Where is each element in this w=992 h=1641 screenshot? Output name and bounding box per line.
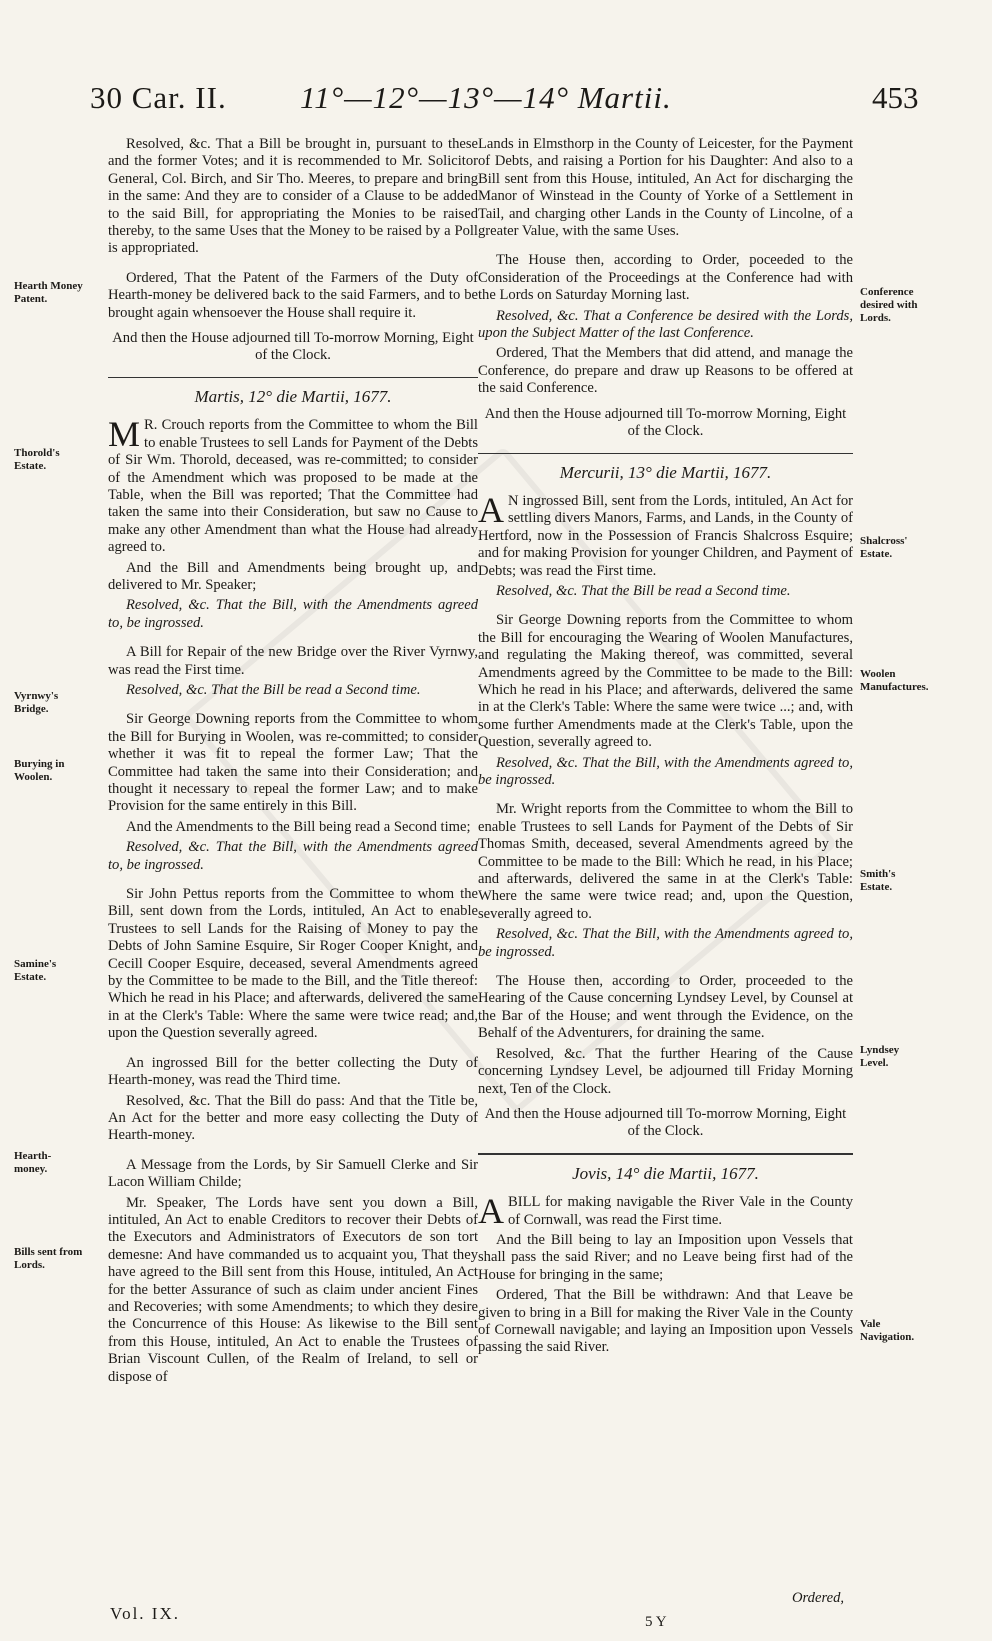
adjournment: And then the House adjourned till To-morrow Morning, Eight of the Clock. bbox=[484, 1105, 847, 1140]
catchword: Ordered, bbox=[792, 1590, 845, 1606]
margin-note-smith: Smith's Estate. bbox=[860, 868, 896, 893]
adjournment: And then the House adjourned till To-morrow Morning, Eight of the Clock. bbox=[484, 405, 847, 440]
right-column bbox=[478, 136, 853, 1360]
left-paragraph: And the Bill and Amendments being brought up, and delivered to Mr. Speaker; bbox=[108, 559, 478, 593]
paragraph-text: N ingrossed Bill, sent from the Lords, intituled, An Act for settling divers Manors, Farms, and Lands, in the County of Hertford, now in the Possession of Francis Shalcross Esquire; and for making Provision for younger Children, and Payment of Debts; was read the First time. bbox=[478, 492, 853, 579]
page-number: 453 bbox=[872, 80, 919, 115]
margin-note-woolen: Woolen Manufactures. bbox=[860, 668, 929, 693]
left-paragraph: Resolved, &c. That the Bill be read a Second time. bbox=[126, 681, 421, 698]
header-dates: 11°—12°—13°—14° Martii. bbox=[300, 80, 672, 115]
right-paragraph: The House then, according to Order, poceeded to the Consideration of the Proceedings at the Conference had with the Lords on Saturday Morning last. bbox=[478, 252, 853, 304]
section-rule bbox=[478, 1153, 853, 1155]
right-paragraph: Resolved, &c. That the Bill, with the Amendments agreed to, be ingrossed. bbox=[478, 926, 853, 960]
margin-note-hearth-money: Hearth-money. bbox=[14, 1150, 52, 1175]
right-paragraph: Resolved, &c. That the Bill, with the Amendments agreed to, be ingrossed. bbox=[478, 754, 853, 788]
left-paragraph: Ordered, That the Patent of the Farmers of the Duty of Hearth-money be delivered back to the said Farmers, and to be brought again whensoever the House shall require it. bbox=[108, 269, 478, 321]
paragraph-text: R. Crouch reports from the Committee to whom the Bill to enable Trustees to sell Lands for Payment of the Debts of Sir Wm. Thorold, deceased, was re-committed; to consider of the Amendment which was proposed to be made at the Table, when the Bill was reported; That the Committee had taken the same into their Consideration, but saw no Cause to make any other Amendment than what the House had already agreed to. bbox=[108, 417, 478, 556]
margin-note-burying: Burying in Woolen. bbox=[14, 758, 65, 783]
right-paragraph: Ordered, That the Members that did attend, and manage the Conference, do prepare and draw up Reasons to be offered at the said Conference. bbox=[478, 345, 853, 397]
left-paragraph: Sir George Downing reports from the Committee to whom the Bill for Burying in Woolen, was re-committed; to consider whether it was fit to repeal the former Law; That the Committee had taken the same into their Consideration; and thought it necessary to repeal the former Law; and to make Provision for the same entirely in this Bill. bbox=[108, 711, 478, 815]
right-paragraph: Sir George Downing reports from the Committee to whom the Bill for encouraging the Wearing of Woolen Manufactures, and regulating the Making thereof, was committed, several Amendments agreed by the Committee to be made to the Bill: Which he read in his Place; and afterwards, delivered the same in at the Clerk's Table: Where the same were twice ...; and, with some further Amendments made at the Clerk's Table, upon the Question, severally agreed to. bbox=[478, 612, 853, 751]
left-paragraph: Resolved, &c. That the Bill do pass: And that the Title be, An Act for the better and more easy collecting the Duty of Hearth-money. bbox=[108, 1092, 478, 1144]
paragraph-text: BILL for making navigable the River Vale in the County of Cornwall, was read the First time. bbox=[508, 1194, 853, 1228]
signature-mark: 5 Y bbox=[645, 1614, 667, 1630]
page-header bbox=[90, 80, 950, 130]
right-paragraph: Resolved, &c. That a Conference be desired with the Lords, upon the Subject Matter of the last Conference. bbox=[478, 307, 853, 342]
margin-note-bills-sent: Bills sent from Lords. bbox=[14, 1246, 83, 1271]
right-paragraph: The House then, according to Order, proceeded to the Hearing of the Cause concerning Lyndsey Level, by Counsel at the Bar of the House; and went through the Evidence, on the Behalf of the Adventurers, for draining the same. bbox=[478, 973, 853, 1042]
left-paragraph: A Bill for Repair of the new Bridge over the River Vyrnwy, was read the First time. bbox=[108, 644, 478, 678]
margin-note-thorold: Thorold's Estate. bbox=[14, 447, 60, 472]
margin-note-hearth-patent: Hearth Money Patent. bbox=[14, 280, 83, 305]
drop-cap: A bbox=[478, 489, 504, 530]
left-paragraph: Resolved, &c. That a Bill be brought in, pursuant to these and the former Votes; and it is recommended to Mr. Solicitor General, Col. Birch, and Sir Tho. Meeres, to prepare and bring in the same: And they are to consider of a Clause to be added to the said Bill, for appropriating the Monies to be raised thereby, to the same Uses that the Money to be raised by a Poll is appropriated. bbox=[108, 136, 478, 257]
left-paragraph: Mr. Speaker, The Lords have sent you down a Bill, intituled, An Act to enable Creditors to recover their Debts of the Executors and Administrators of Executors de son tort demesne: And have commanded us to acquaint you, That they have agreed to the Bill sent from this House, intituled, An Act for the better Assurance of such as claim under ancient Fines and Recoveries; with some Amendments; to which they desire the Concurrence of this House: As likewise to the Bill sent from this House, intituled, An Act to enable the Trustees of Brian Viscount Cullen, of the Realm of Ireland, to sell or dispose of bbox=[108, 1194, 478, 1385]
margin-note-conference: Conference desired with Lords. bbox=[860, 286, 918, 324]
left-paragraph: An ingrossed Bill for the better collecting the Duty of Hearth-money, was read the Third time. bbox=[108, 1054, 478, 1089]
margin-note-shalcross: Shalcross' Estate. bbox=[860, 535, 908, 560]
right-paragraph: Mr. Wright reports from the Committee to whom the Bill to enable Trustees to sell Lands for Payment of the Debts of Sir Thomas Smith, deceased, several Amendments agreed by the Committee to be made to the Bill: Which he read, in his Place; and afterwards, delivered the same in at the Clerk's Table: Where the same were twice read; and, upon the Question, severally agreed to. bbox=[478, 801, 853, 922]
sitting-date: Mercurii, 13° die Martii, 1677. bbox=[559, 462, 772, 482]
left-paragraph: Sir John Pettus reports from the Committee to whom the Bill, sent down from the Lords, intituled, An Act to enable Trustees to sell Lands for the Raising of Money to pay the Debts of John Samine Esquire, Sir Roger Cooper Knight, and Cecill Cooper Esquire, deceased, several Amendments agreed by the Committee to be made to the Bill, and the Title thereof: Which he read in his Place; and afterwards, delivered the same in at the Clerk's Table: Where the same were twice read; and, upon the Question severally agreed. bbox=[108, 886, 478, 1042]
left-paragraph: Resolved, &c. That the Bill, with the Amendments agreed to, be ingrossed. bbox=[108, 597, 478, 631]
right-paragraph: And the Bill being to lay an Imposition upon Vessels that shall pass the said River; and no Leave being first had of the House for bringing in the same; bbox=[478, 1231, 853, 1283]
left-paragraph: Resolved, &c. That the Bill, with the Amendments agreed to, be ingrossed. bbox=[108, 839, 478, 873]
left-column bbox=[108, 136, 478, 1389]
left-paragraph: A Message from the Lords, by Sir Samuell Clerke and Sir Lacon William Childe; bbox=[108, 1156, 478, 1191]
right-paragraph bbox=[478, 1191, 853, 1232]
volume-label: Vol. IX. bbox=[110, 1604, 180, 1623]
right-paragraph: Resolved, &c. That the further Hearing of the Cause concerning Lyndsey Level, be adjourned till Friday Morning next, Ten of the Clock. bbox=[478, 1045, 853, 1097]
drop-cap: M bbox=[108, 414, 141, 455]
right-paragraph bbox=[478, 489, 853, 580]
right-paragraph: Lands in Elmsthorp in the County of Leicester, for the Payment of Debts, and raising a Portion for his Daughter: And also to a Bill sent from this House, intituled, An Act for discharging the Manor of Winstead in the County of Yorke of a Settlement in Tail, and charging other Lands in the County of Lincolne, of a greater Value, with the same Uses. bbox=[478, 136, 853, 240]
margin-note-vale: Vale Navigation. bbox=[860, 1318, 915, 1343]
margin-note-lyndsey: Lyndsey Level. bbox=[860, 1044, 900, 1069]
margin-note-vyrnwy: Vyrnwy's Bridge. bbox=[14, 690, 59, 715]
sitting-date: Martis, 12° die Martii, 1677. bbox=[194, 386, 392, 406]
right-paragraph: Ordered, That the Bill be withdrawn: And that Leave be given to bring in a Bill for making the River Vale in the County of Cornewall navigable; and laying an Imposition upon Vessels passing the said River. bbox=[478, 1287, 853, 1356]
section-rule bbox=[108, 377, 478, 378]
margin-note-samine: Samine's Estate. bbox=[14, 958, 57, 983]
drop-cap: A bbox=[478, 1191, 504, 1232]
left-paragraph bbox=[108, 414, 478, 556]
header-regnal-year: 30 Car. II. bbox=[90, 80, 227, 115]
sitting-date: Jovis, 14° die Martii, 1677. bbox=[572, 1163, 759, 1183]
section-rule bbox=[478, 453, 853, 454]
right-paragraph: Resolved, &c. That the Bill be read a Second time. bbox=[496, 582, 791, 599]
left-paragraph: And the Amendments to the Bill being read a Second time; bbox=[126, 818, 471, 835]
adjournment: And then the House adjourned till To-morrow Morning, Eight of the Clock. bbox=[112, 330, 474, 364]
